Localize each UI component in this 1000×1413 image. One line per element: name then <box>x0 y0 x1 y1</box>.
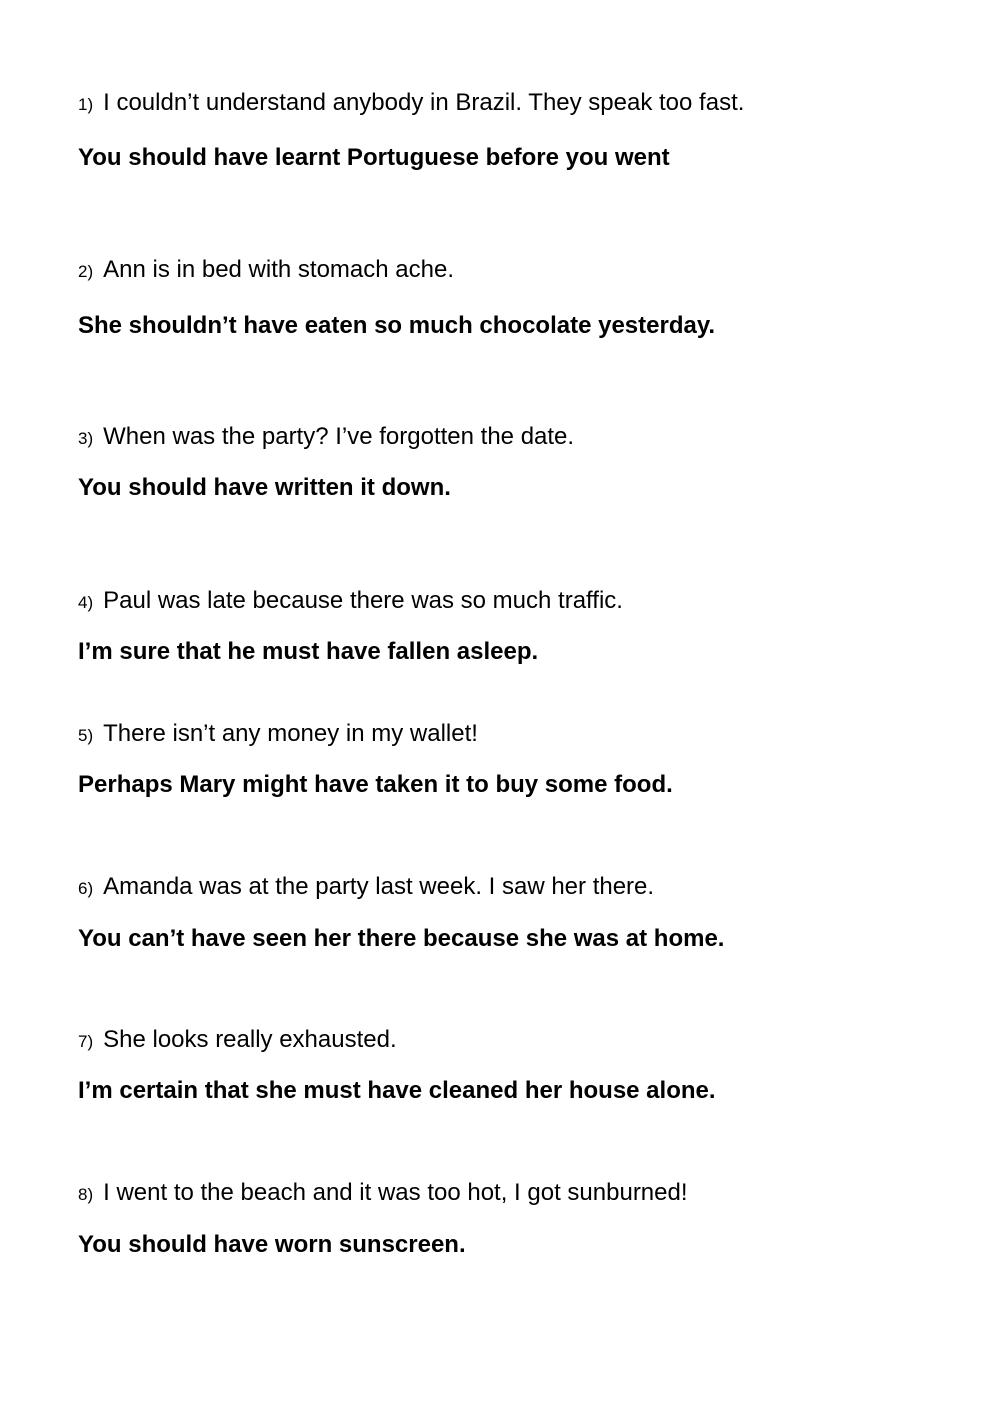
prompt-text: I went to the beach and it was too hot, I got sunburned! <box>103 1179 688 1206</box>
item-number: 8) <box>78 1185 94 1204</box>
exercise-answer: Perhaps Mary might have taken it to buy some food. <box>78 771 673 798</box>
exercise-prompt <box>78 423 574 453</box>
item-number: 6) <box>78 879 94 898</box>
item-number: 4) <box>78 593 94 612</box>
exercise-answer: You can’t have seen her there because she was at home. <box>78 925 725 952</box>
item-number: 3) <box>78 429 94 448</box>
prompt-text: Ann is in bed with stomach ache. <box>103 256 454 283</box>
exercise-prompt <box>78 1179 688 1209</box>
prompt-text: Paul was late because there was so much traffic. <box>103 587 623 614</box>
prompt-text: Amanda was at the party last week. I saw her there. <box>103 873 655 900</box>
exercise-answer: I’m sure that he must have fallen asleep. <box>78 638 539 665</box>
prompt-text: She looks really exhausted. <box>103 1026 397 1053</box>
exercise-prompt <box>78 873 654 903</box>
exercise-answer: She shouldn’t have eaten so much chocolate yesterday. <box>78 312 716 339</box>
exercise-prompt <box>78 587 623 617</box>
item-number: 2) <box>78 262 94 281</box>
exercise-answer: You should have worn sunscreen. <box>78 1231 466 1258</box>
exercise-answer: I’m certain that she must have cleaned her house alone. <box>78 1077 716 1104</box>
exercise-answer: You should have written it down. <box>78 474 451 501</box>
exercise-prompt <box>78 1026 397 1056</box>
exercise-prompt <box>78 89 744 119</box>
prompt-text: There isn’t any money in my wallet! <box>103 720 478 747</box>
item-number: 1) <box>78 95 94 114</box>
exercise-prompt <box>78 720 478 750</box>
prompt-text: When was the party? I’ve forgotten the date. <box>103 423 575 450</box>
exercise-prompt <box>78 256 454 286</box>
item-number: 5) <box>78 726 94 745</box>
prompt-text: I couldn’t understand anybody in Brazil. They speak too fast. <box>103 89 745 116</box>
exercise-answer: You should have learnt Portuguese before you went <box>78 144 670 171</box>
item-number: 7) <box>78 1032 94 1051</box>
